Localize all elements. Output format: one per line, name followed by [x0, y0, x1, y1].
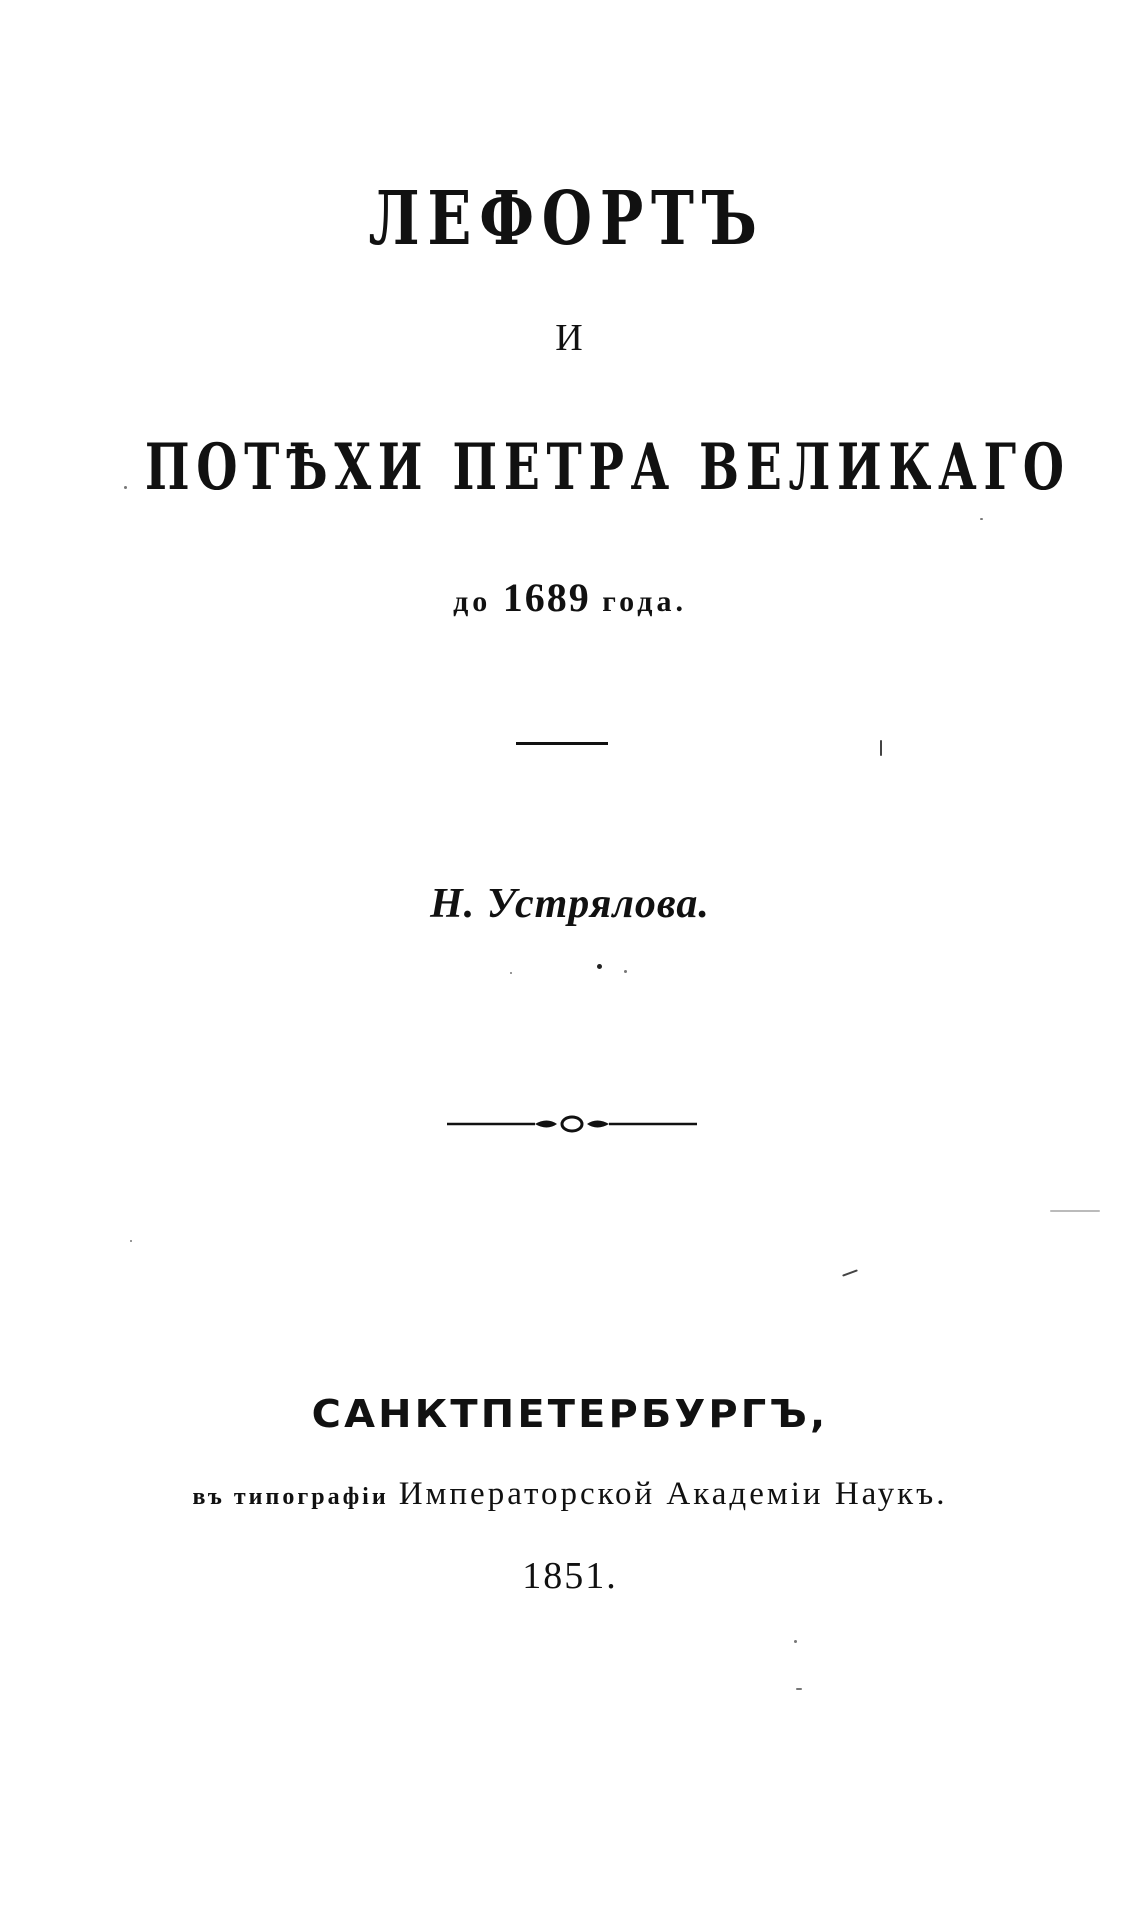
- date-suffix: года.: [602, 585, 687, 618]
- printer-name: Императорской Академіи Наукъ.: [398, 1476, 948, 1512]
- title-date-line: [0, 574, 1140, 621]
- imprint-year: 1851.: [522, 1555, 618, 1597]
- divider-rule: [516, 742, 608, 745]
- scan-speck: [130, 1240, 132, 1242]
- printer-prefix: въ типографіи: [192, 1484, 389, 1510]
- scan-speck: [880, 740, 882, 756]
- imprint-city: САНКТПЕТЕРБУРГЪ,: [311, 1392, 829, 1436]
- date-prefix: до: [453, 585, 492, 618]
- date-year: 1689: [502, 575, 591, 620]
- imprint-printer: [0, 1476, 1140, 1513]
- book-subtitle: ПОТѢХИ ПЕТРА ВЕЛИКАГО: [144, 430, 1071, 505]
- scan-speck: [124, 486, 127, 489]
- ornamental-divider: [447, 1112, 697, 1136]
- scan-speck: [1050, 1210, 1100, 1212]
- book-title: ЛЕФОРТЪ: [368, 176, 765, 262]
- scan-speck: [597, 964, 602, 969]
- title-conjunction: И: [555, 317, 585, 359]
- scan-speck: [842, 1269, 858, 1276]
- author-name: Н. Устрялова.: [430, 881, 710, 927]
- scan-speck: [796, 1688, 802, 1690]
- scan-speck: [624, 970, 627, 973]
- scan-speck: [980, 518, 983, 520]
- scan-speck: [794, 1640, 797, 1643]
- scan-speck: [510, 972, 512, 974]
